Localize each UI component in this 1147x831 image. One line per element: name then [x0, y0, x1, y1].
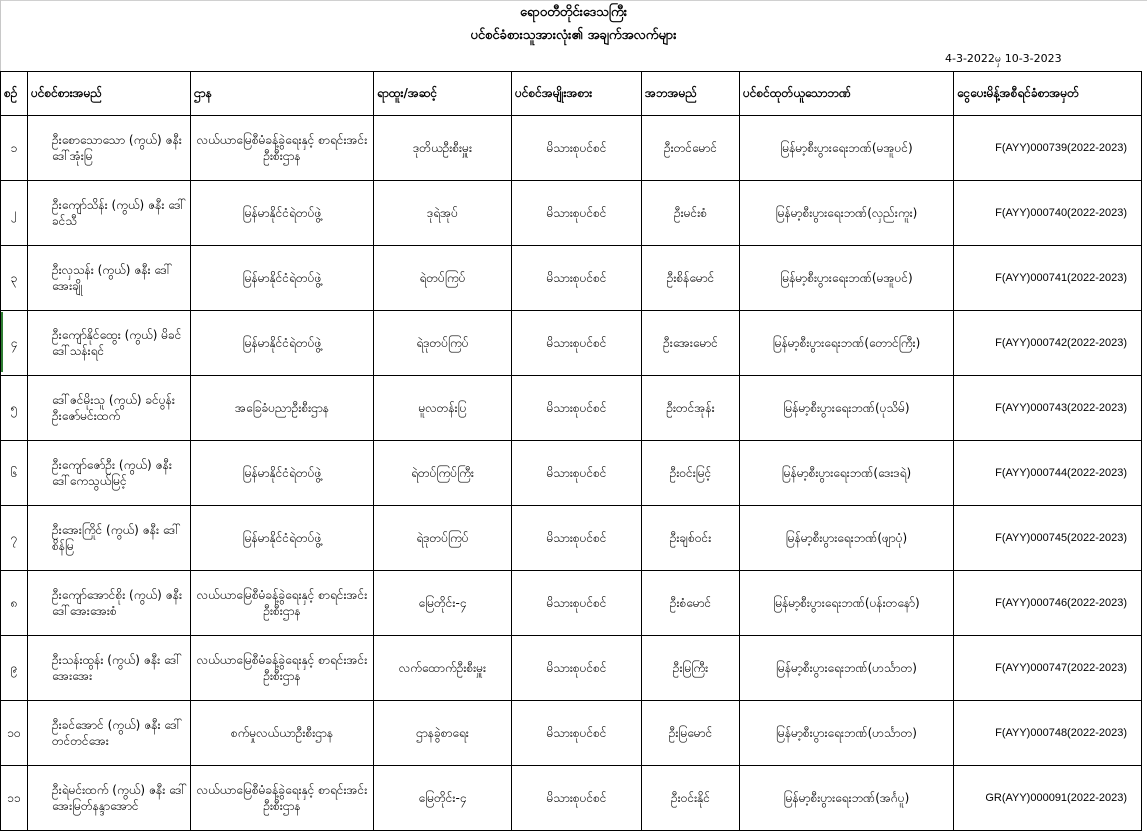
cell-no[interactable]: ၂: [1, 181, 28, 246]
cell-payment-order[interactable]: F(AYY)000740(2022-2023): [954, 181, 1142, 246]
cell-name[interactable]: ဦးကျော်အောင်စိုး (ကွယ်) ဇနီး ဒေါ်အေးအေးစံ: [28, 571, 191, 636]
pension-table: [0, 71, 1142, 831]
cell-department[interactable]: စက်မှုလယ်ယာဦးစီးဌာန: [191, 701, 374, 766]
cell-father-name[interactable]: ဦးစိန်မောင်: [642, 246, 740, 311]
table-row: [1, 441, 1142, 506]
cell-rank[interactable]: မူလတန်းပြ: [374, 376, 512, 441]
col-header-name[interactable]: ပင်စင်စားအမည်: [28, 72, 191, 116]
table-row: [1, 246, 1142, 311]
cell-father-name[interactable]: ဦးဝင်းမြင့်: [642, 441, 740, 506]
table-row: [1, 701, 1142, 766]
cell-pension-type[interactable]: မိသားစုပင်စင်: [512, 116, 642, 181]
cell-bank[interactable]: မြန်မာ့စီးပွားရေးဘဏ်(တောင်ကြီး): [740, 311, 954, 376]
cell-no[interactable]: ၁၀: [1, 701, 28, 766]
cell-name[interactable]: ဦးကျော်သိန်း (ကွယ်) ဇနီး ဒေါ်ခင်သီ: [28, 181, 191, 246]
cell-payment-order[interactable]: F(AYY)000743(2022-2023): [954, 376, 1142, 441]
table-row: [1, 506, 1142, 571]
cell-pension-type[interactable]: မိသားစုပင်စင်: [512, 636, 642, 701]
cell-no[interactable]: ၆: [1, 441, 28, 506]
cell-department[interactable]: လယ်ယာမြေစီမံခန့်ခွဲရေးနှင့် စာရင်းအင်းဦးစီးဌာန: [191, 636, 374, 701]
cell-department[interactable]: မြန်မာနိုင်ငံရဲတပ်ဖွဲ့: [191, 311, 374, 376]
header-row: [1, 72, 1142, 116]
cell-name[interactable]: ဦးလှသန်း (ကွယ်) ဇနီး ဒေါ်အေးချို: [28, 246, 191, 311]
table-row: [1, 376, 1142, 441]
cell-father-name[interactable]: ဦးမင်းစံ: [642, 181, 740, 246]
cell-bank[interactable]: မြန်မာ့စီးပွားရေးဘဏ်(ဟင်္သာတ): [740, 636, 954, 701]
col-header-department[interactable]: ဌာန: [191, 72, 374, 116]
cell-bank[interactable]: မြန်မာ့စီးပွားရေးဘဏ်(ပုသိမ်): [740, 376, 954, 441]
cell-pension-type[interactable]: မိသားစုပင်စင်: [512, 701, 642, 766]
cell-payment-order[interactable]: F(AYY)000744(2022-2023): [954, 441, 1142, 506]
table-row: [1, 311, 1142, 376]
cell-father-name[interactable]: ဦးမြကြီး: [642, 636, 740, 701]
cell-bank[interactable]: မြန်မာ့စီးပွားရေးဘဏ်(ပန်းတနော်): [740, 571, 954, 636]
cell-father-name[interactable]: ဦးအေးမောင်: [642, 311, 740, 376]
cell-pension-type[interactable]: မိသားစုပင်စင်: [512, 766, 642, 831]
cell-payment-order[interactable]: GR(AYY)000091(2022-2023): [954, 766, 1142, 831]
cell-department[interactable]: လယ်ယာမြေစီမံခန့်ခွဲရေးနှင့် စာရင်းအင်းဦးစီးဌာန: [191, 766, 374, 831]
cell-name[interactable]: ဦးကျော်နိုင်ထွေး (ကွယ်) မိခင် ဒေါ်သန်းရင်: [28, 311, 191, 376]
cell-department[interactable]: မြန်မာနိုင်ငံရဲတပ်ဖွဲ့: [191, 246, 374, 311]
cell-father-name[interactable]: ဦးတင်အုန်း: [642, 376, 740, 441]
cell-department[interactable]: လယ်ယာမြေစီမံခန့်ခွဲရေးနှင့် စာရင်းအင်းဦးစီးဌာန: [191, 571, 374, 636]
cell-payment-order[interactable]: F(AYY)000746(2022-2023): [954, 571, 1142, 636]
cell-bank[interactable]: မြန်မာ့စီးပွားရေးဘဏ်(လှည်းကူး): [740, 181, 954, 246]
cell-bank[interactable]: မြန်မာ့စီးပွားရေးဘဏ်(မအူပင်): [740, 246, 954, 311]
cell-rank[interactable]: ရဲတပ်ကြပ်: [374, 246, 512, 311]
cell-bank[interactable]: မြန်မာ့စီးပွားရေးဘဏ်(မအူပင်): [740, 116, 954, 181]
cell-rank[interactable]: ရဲဒုတပ်ကြပ်: [374, 311, 512, 376]
cell-no[interactable]: ၇: [1, 506, 28, 571]
cell-pension-type[interactable]: မိသားစုပင်စင်: [512, 311, 642, 376]
cell-pension-type[interactable]: မိသားစုပင်စင်: [512, 506, 642, 571]
cell-bank[interactable]: မြန်မာ့စီးပွားရေးဘဏ်(ဒေးဒရဲ): [740, 441, 954, 506]
table-row: [1, 571, 1142, 636]
table-row: [1, 181, 1142, 246]
cell-pension-type[interactable]: မိသားစုပင်စင်: [512, 376, 642, 441]
cell-no[interactable]: ၁: [1, 116, 28, 181]
cell-rank[interactable]: ဌာနခွဲစာရေး: [374, 701, 512, 766]
cell-father-name[interactable]: ဦးမြမောင်: [642, 701, 740, 766]
cell-payment-order[interactable]: F(AYY)000741(2022-2023): [954, 246, 1142, 311]
cell-name[interactable]: ဦးကျော်ဇော်ဦး (ကွယ်) ဇနီး ဒေါ်ကေသွယ်မြင့်: [28, 441, 191, 506]
cell-rank[interactable]: ရဲတပ်ကြပ်ကြီး: [374, 441, 512, 506]
col-header-no[interactable]: စဉ်: [1, 72, 28, 116]
col-header-payment-order[interactable]: ငွေပေးမိန့်အစီရင်ခံစာအမှတ်: [954, 72, 1142, 116]
cell-payment-order[interactable]: F(AYY)000742(2022-2023): [954, 311, 1142, 376]
cell-pension-type[interactable]: မိသားစုပင်စင်: [512, 441, 642, 506]
document-subtitle: ပင်စင်ခံစားသူအားလုံး၏ အချက်အလက်များ: [470, 28, 677, 43]
cell-payment-order[interactable]: F(AYY)000748(2022-2023): [954, 701, 1142, 766]
cell-pension-type[interactable]: မိသားစုပင်စင်: [512, 246, 642, 311]
cell-rank[interactable]: ဒုတိယဦးစီးမှူး: [374, 116, 512, 181]
col-header-father-name[interactable]: အဘအမည်: [642, 72, 740, 116]
cell-department[interactable]: လယ်ယာမြေစီမံခန့်ခွဲရေးနှင့် စာရင်းအင်းဦးစီးဌာန: [191, 116, 374, 181]
cell-rank[interactable]: မြေတိုင်း-၄: [374, 571, 512, 636]
cell-name[interactable]: ဒေါ်ဇင်မိုးသူ (ကွယ်) ခင်ပွန်း ဦးဇော်မင်းထက်: [28, 376, 191, 441]
table-row: [1, 766, 1142, 831]
cell-department[interactable]: မြန်မာနိုင်ငံရဲတပ်ဖွဲ့: [191, 441, 374, 506]
cell-bank[interactable]: မြန်မာ့စီးပွားရေးဘဏ်(ဟင်္သာတ): [740, 701, 954, 766]
cell-rank[interactable]: ရဲဒုတပ်ကြပ်: [374, 506, 512, 571]
cell-bank[interactable]: မြန်မာ့စီးပွားရေးဘဏ်(အင်္ဂပူ): [740, 766, 954, 831]
cell-payment-order[interactable]: F(AYY)000739(2022-2023): [954, 116, 1142, 181]
cell-name[interactable]: ဦးအေးကြိုင် (ကွယ်) ဇနီး ဒေါ်စိန်မြ: [28, 506, 191, 571]
cell-no[interactable]: ၅: [1, 376, 28, 441]
cell-pension-type[interactable]: မိသားစုပင်စင်: [512, 571, 642, 636]
cell-name[interactable]: ဦးရဲမင်းထက် (ကွယ်) ဇနီး ဒေါ်အေးမြတ်နန္ဒာအောင်: [28, 766, 191, 831]
cell-father-name[interactable]: ဦးတင်မောင်: [642, 116, 740, 181]
cell-no[interactable]: ၉: [1, 636, 28, 701]
cell-no[interactable]: ၃: [1, 246, 28, 311]
cell-no[interactable]: ၈: [1, 571, 28, 636]
date-range: 4-3-2022မှ 10-3-2023: [945, 52, 1062, 65]
cell-bank[interactable]: မြန်မာ့စီးပွားရေးဘဏ်(ဖျာပုံ): [740, 506, 954, 571]
cell-name[interactable]: ဦးခင်အောင် (ကွယ်) ဇနီး ဒေါ်တင်တင်အေး: [28, 701, 191, 766]
table-row: [1, 116, 1142, 181]
sheet-top-border: [0, 0, 1147, 1]
col-header-pension-type[interactable]: ပင်စင်အမျိုးအစား: [512, 72, 642, 116]
cell-rank[interactable]: လက်ထောက်ဦးစီးမှူး: [374, 636, 512, 701]
table-row: [1, 636, 1142, 701]
cell-father-name[interactable]: ဦးစံမောင်: [642, 571, 740, 636]
document-title: ရောဝတီတိုင်းဒေသကြီး: [519, 5, 628, 20]
cell-payment-order[interactable]: F(AYY)000747(2022-2023): [954, 636, 1142, 701]
cell-rank[interactable]: ဒုရဲအုပ်: [374, 181, 512, 246]
cell-rank[interactable]: မြေတိုင်း-၄: [374, 766, 512, 831]
cell-pension-type[interactable]: မိသားစုပင်စင်: [512, 181, 642, 246]
cell-father-name[interactable]: ဦးချစ်ဝင်း: [642, 506, 740, 571]
cell-father-name[interactable]: ဦးဝင်းနိုင်: [642, 766, 740, 831]
cell-name[interactable]: ဦးသန်းထွန်း (ကွယ်) ဇနီး ဒေါ်အေးအေး: [28, 636, 191, 701]
cell-no[interactable]: ၄: [1, 311, 28, 376]
cell-name[interactable]: ဦးစောသောသော (ကွယ်) ဇနီး ဒေါ်အုံးမြ: [28, 116, 191, 181]
cell-department[interactable]: မြန်မာနိုင်ငံရဲတပ်ဖွဲ့: [191, 506, 374, 571]
cell-department[interactable]: မြန်မာနိုင်ငံရဲတပ်ဖွဲ့: [191, 181, 374, 246]
col-header-bank[interactable]: ပင်စင်ထုတ်ယူသောဘဏ်: [740, 72, 954, 116]
cell-department[interactable]: အခြေခံပညာဦးစီးဌာန: [191, 376, 374, 441]
cell-no[interactable]: ၁၁: [1, 766, 28, 831]
cell-payment-order[interactable]: F(AYY)000745(2022-2023): [954, 506, 1142, 571]
col-header-rank[interactable]: ရာထူး/အဆင့်: [374, 72, 512, 116]
